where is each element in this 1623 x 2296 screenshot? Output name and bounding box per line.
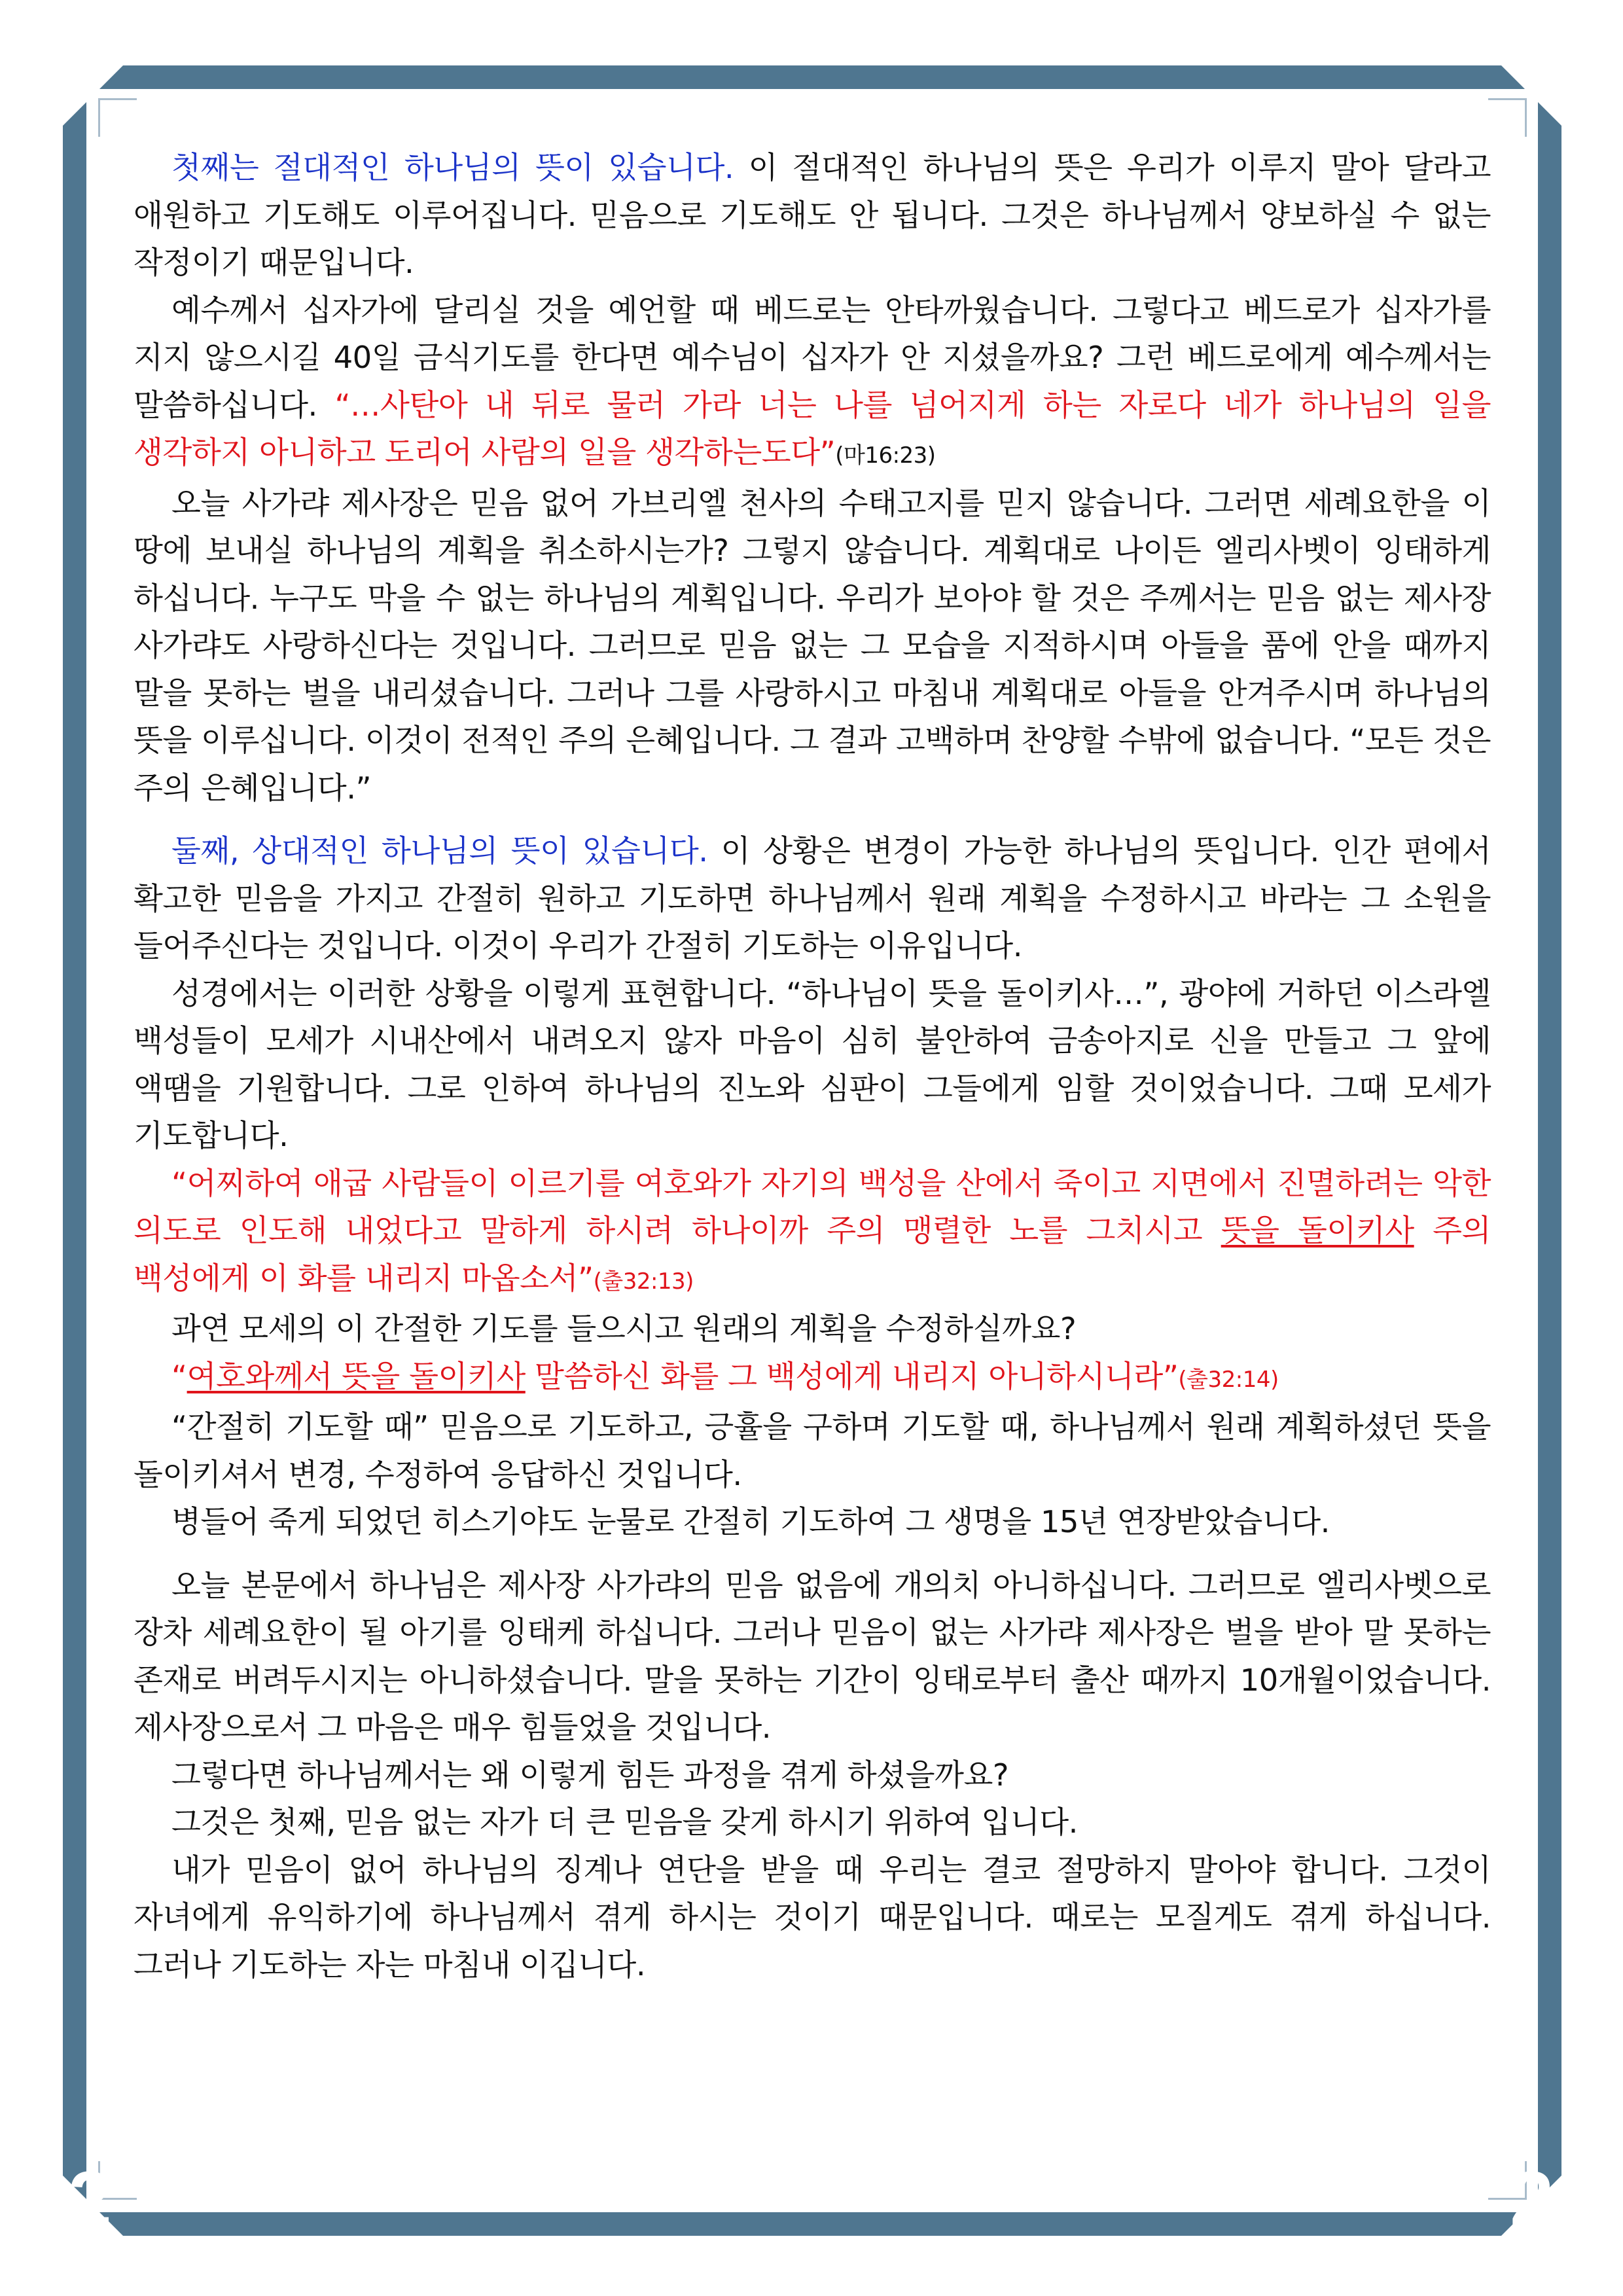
paragraph-text: 병들어 죽게 되었던 히스기야도 눈물로 간절히 기도하여 그 생명을 15년 연장받았습니다.	[171, 1504, 1330, 1539]
scripture-quote: “…사탄아 내 뒤로 물러 가라 너는 나를 넘어지게 하는 자로다 네가 하나님의 일을 생각하지 아니하고 도리어 사람의 일을 생각하는도다”	[134, 387, 1491, 470]
paragraph	[134, 480, 1491, 812]
page-number-left: 2	[68, 2155, 112, 2243]
paragraph	[134, 144, 1491, 287]
paragraph	[134, 1562, 1491, 1751]
section-heading-first: 첫째는 절대적인 하나님의 뜻이 있습니다.	[171, 150, 734, 185]
paragraph	[134, 1305, 1491, 1353]
paragraph	[134, 1160, 1491, 1306]
scripture-quote: 주의 백성에게 이 화를 내리지 마옵소서”	[134, 1213, 1491, 1296]
paragraph	[134, 970, 1491, 1160]
paragraph-text: 오늘 본문에서 하나님은 제사장 사가랴의 믿음 없음에 개의치 아니하십니다. 그러므로 엘리사벳으로 장차 세례요한이 될 아기를 잉태케 하십니다. 그러나 믿음이 없는 사가랴 제사장은 벌을 받아 말 못하는 존재로 버려두시지는 아니하셨습니다. 말을 못하는 기간이 잉태로부터 출산 때까지 10개월이었습니다. 제사장으로서 그 마음은 매우 힘들었을 것입니다.	[134, 1567, 1491, 1745]
sermon-text	[134, 144, 1491, 1988]
paragraph	[134, 1403, 1491, 1498]
corner-line-top-left	[98, 98, 137, 137]
section-heading-second: 둘째, 상대적인 하나님의 뜻이 있습니다.	[171, 833, 708, 869]
scripture-reference: (출32:13)	[593, 1268, 694, 1295]
paragraph	[134, 1799, 1491, 1846]
paragraph	[134, 1846, 1491, 1989]
paragraph-text: 그것은 첫째, 믿음 없는 자가 더 큰 믿음을 갖게 하시기 위하여 입니다.	[171, 1804, 1078, 1840]
paragraph-text: 성경에서는 이러한 상황을 이렇게 표현합니다. “하나님이 뜻을 돌이키사…”, 광야에 거하던 이스라엘 백성들이 모세가 시내산에서 내려오지 않자 마음이 심히 불안하여 금송아지로 신을 만들고 그 앞에 액땜을 기원합니다. 그로 인하여 하나님의 진노와 심판이 그들에게 임할 것이었습니다. 그때 모세가 기도합니다.	[134, 975, 1491, 1153]
paragraph-text: 이 상황은 변경이 가능한 하나님의 뜻입니다. 인간 편에서 확고한 믿음을 가지고 간절히 원하고 기도하면 하나님께서 원래 계획을 수정하시고 바라는 그 소원을 들어주신다는 것입니다. 이것이 우리가 간절히 기도하는 이유입니다.	[134, 833, 1491, 963]
paragraph	[134, 287, 1491, 480]
paragraph	[134, 827, 1491, 970]
paragraph-text: 이 절대적인 하나님의 뜻은 우리가 이루지 말아 달라고 애원하고 기도해도 이루어집니다. 믿음으로 기도해도 안 됩니다. 그것은 하나님께서 양보하실 수 없는 작정이기 때문입니다.	[134, 150, 1491, 280]
scripture-quote: “	[171, 1358, 187, 1394]
page-number-right: 2	[1510, 2155, 1554, 2243]
scripture-reference: (출32:14)	[1178, 1366, 1279, 1393]
scripture-reference: (마16:23)	[835, 442, 936, 469]
scripture-quote-underlined: 여호와께서 뜻을 돌이키사	[187, 1358, 526, 1394]
paragraph-text: 내가 믿음이 없어 하나님의 징계나 연단을 받을 때 우리는 결코 절망하지 말아야 합니다. 그것이 자녀에게 유익하기에 하나님께서 겪게 하시는 것이기 때문입니다. 때로는 모질게도 겪게 하십니다. 그러나 기도하는 자는 마침내 이깁니다.	[134, 1852, 1491, 1982]
paragraph	[134, 1751, 1491, 1799]
paragraph	[134, 1498, 1491, 1546]
paragraph-text: 그렇다면 하나님께서는 왜 이렇게 힘든 과정을 겪게 하셨을까요?	[171, 1757, 1009, 1793]
corner-line-top-right	[1488, 98, 1527, 137]
paragraph-text: 오늘 사가랴 제사장은 믿음 없어 가브리엘 천사의 수태고지를 믿지 않습니다. 그러면 세례요한을 이 땅에 보내실 하나님의 계획을 취소하시는가? 그렇지 않습니다. 계획대로 나이든 엘리사벳이 잉태하게 하십니다. 누구도 막을 수 없는 하나님의 계획입니다. 우리가 보아야 할 것은 주께서는 믿음 없는 제사장 사가랴도 사랑하신다는 것입니다. 그러므로 믿음 없는 그 모습을 지적하시며 아들을 품에 안을 때까지 말을 못하는 벌을 내리셨습니다. 그러나 그를 사랑하시고 마침내 계획대로 아들을 안겨주시며 하나님의 뜻을 이루십니다. 이것이 전적인 주의 은혜입니다. 그 결과 고백하며 찬양할 수밖에 없습니다. “모든 것은 주의 은혜입니다.”	[134, 485, 1491, 806]
paragraph	[134, 1353, 1491, 1404]
scripture-quote: “어찌하여 애굽 사람들이 이르기를 여호와가 자기의 백성을 산에서 죽이고 지면에서 진멸하려는 악한 의도로 인도해 내었다고 말하게 하시려 하나이까 주의 맹렬한 노를 그치시고	[134, 1165, 1491, 1248]
paragraph-text: 과연 모세의 이 간절한 기도를 들으시고 원래의 계획을 수정하실까요?	[171, 1311, 1077, 1346]
scripture-quote-underlined: 뜻을 돌이키사	[1221, 1213, 1414, 1248]
paragraph-text: 예수께서 십자가에 달리실 것을 예언할 때 베드로는 안타까웠습니다. 그렇다고 베드로가 십자가를 지지 않으시길 40일 금식기도를 한다면 예수님이 십자가 안 지셨을까요? 그런 베드로에게 예수께서는 말씀하십니다.	[134, 292, 1491, 423]
paragraph-text: “간절히 기도할 때” 믿음으로 기도하고, 긍휼을 구하며 기도할 때, 하나님께서 원래 계획하셨던 뜻을 돌이키셔서 변경, 수정하여 응답하신 것입니다.	[134, 1409, 1491, 1492]
scripture-quote: 말씀하신 화를 그 백성에게 내리지 아니하시니라”	[525, 1358, 1179, 1394]
